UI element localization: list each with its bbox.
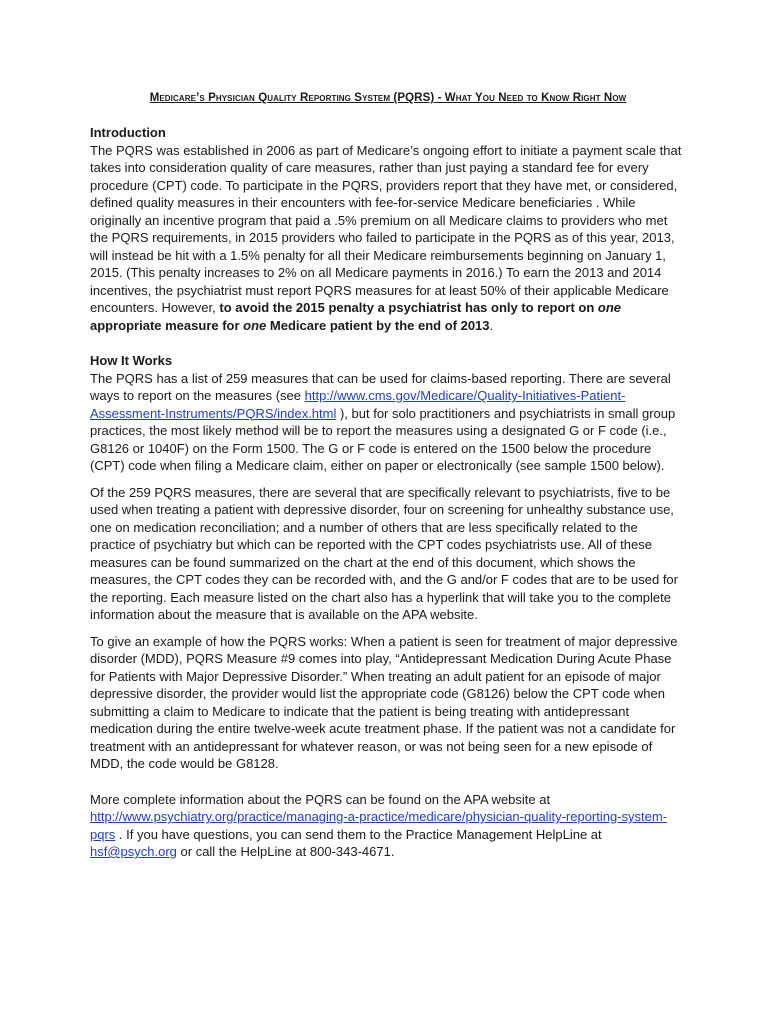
how-paragraph-2: Of the 259 PQRS measures, there are several that are specifically relevant to psychiatrists, five to be used when treating a patient with depressive disorder, four on screening for unhealthy substance use, one on medication reconciliation; and a number of others that are less specifically related to the practice of psychiatry but which can be reported with the CPT codes psychiatrists use. All of these measures can be found summarized on the chart at the end of this document, which shows the measures, the CPT codes they can be recorded with, and the G and/or F codes that are to be used for the reporting. Each measure listed on the chart also has a hyperlink that will take you to the complete information about the measure that is available on the APA website.	[90, 484, 678, 622]
how-text-b: ), but for solo practitioners and psychiatrists in small group practices, the most likely method will be to report the measures using a designated G or F code (i.e., G8126 or 1040F) on the Form 1500. The G or F code is entered on the 1500 below the procedure (CPT) code when filing a Medicare claim, either on paper or electronically (see sample 1500 below).	[90, 405, 676, 473]
document-page	[90, 92, 686, 870]
intro-bold-1: to avoid the 2015 penalty a psychiatrist has only to report on	[219, 300, 598, 315]
more-text-c: or call the HelpLine at 800-343-4671.	[176, 844, 395, 859]
how-heading: How It Works	[90, 353, 173, 368]
document-title: Medicare’s Physician Quality Reporting System (PQRS) - What You Need to Know Right Now	[149, 92, 627, 104]
more-text-a: More complete information about the PQRS can be found on the APA website at	[90, 791, 551, 807]
more-info-paragraph	[90, 791, 686, 861]
how-text-a: The PQRS has a list of 259 measures that can be used for claims-based reporting. There are several ways to report on the measures (see	[90, 370, 671, 403]
intro-bold-3: Medicare patient by the end of 2013	[266, 317, 490, 333]
intro-end: .	[489, 317, 494, 333]
helpline-email-link[interactable]: hsf@psych.org	[90, 844, 177, 859]
intro-paragraph	[90, 142, 686, 335]
how-paragraph-3: To give an example of how the PQRS works: When a patient is seen for treatment of major depressive disorder (MDD), PQRS Measure #9 comes into play, “Antidepressant Medication During Acute Phase for Patients with Major Depressive Disorder.” When treating an adult patient for an episode of major depressive disorder, the provider would list the appropriate code (G8126) below the CPT code when submitting a claim to Medicare to indicate that the patient is being treating with antidepressant medication during the entire twelve-week acute treatment phase. If the patient was not a candidate for treatment with an antidepressant for whatever reason, or was not being seen for a new episode of MDD, the code would be G8128.	[90, 633, 678, 771]
intro-bold-italic-2: one	[243, 317, 267, 333]
intro-heading: Introduction	[90, 125, 166, 140]
apa-link[interactable]: http://www.psychiatry.org/practice/managing-a-practice/medicare/physician-quality-reporting-system-pqrs	[90, 809, 668, 842]
cms-link[interactable]: http://www.cms.gov/Medicare/Quality-Initiatives-Patient-Assessment-Instruments/PQRS/index.html	[90, 388, 626, 421]
how-paragraph-1	[90, 370, 686, 475]
intro-text: The PQRS was established in 2006 as part of Medicare’s ongoing effort to initiate a payment scale that takes into consideration quality of care measures, rather than just paying a standard fee for every procedure (CPT) code. To participate in the PQRS, providers report that they have met, or considered, defined quality measures in their encounters with fee-for-service Medicare beneficiaries . While originally an incentive program that paid a .5% premium on all Medicare claims to providers who met the PQRS requirements, in 2015 providers who failed to participate in the PQRS as of this year, 2013, will instead be hit with a 1.5% penalty for all their Medicare reimbursements beginning on January 1, 2015. (This penalty increases to 2% on all Medicare payments in 2016.) To earn the 2013 and 2014 incentives, the psychiatrist must report PQRS measures for at least 50% of their applicable Medicare encounters. However,	[90, 142, 682, 315]
intro-bold-italic-1: one	[597, 300, 622, 315]
more-text-b: . If you have questions, you can send them to the Practice Management HelpLine at	[115, 826, 602, 842]
intro-bold-2: appropriate measure for	[90, 317, 244, 333]
